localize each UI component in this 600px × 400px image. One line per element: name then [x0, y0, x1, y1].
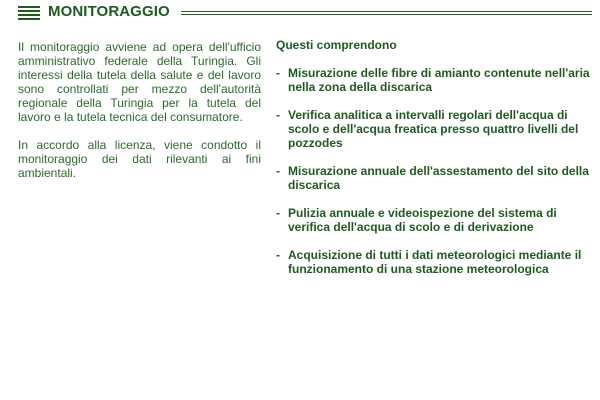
list-item [276, 108, 600, 150]
intro-paragraph-2: In accordo alla licenza, viene condotto il monitoraggio dei dati rilevanti ai fini ambientali. [18, 138, 261, 180]
list-item-text: Acquisizione di tutti i dati meteorologici mediante il funzionamento di una stazione meteorologica [288, 248, 582, 276]
page-title: MONITORAGGIO [48, 3, 170, 20]
list-item [276, 66, 600, 94]
monitoring-list [276, 66, 600, 276]
bullet-dash: - [276, 248, 280, 262]
list-item [276, 206, 600, 234]
list-heading: Questi comprendono [276, 38, 397, 52]
bullet-dash: - [276, 108, 280, 122]
list-item-text: Pulizia annuale e videoispezione del sistema di verifica dell'acqua di scolo e di derivazione [288, 206, 557, 234]
page-header [18, 3, 592, 21]
bullet-dash: - [276, 164, 280, 178]
list-item-text: Verifica analitica a intervalli regolari dell'acqua di scolo e dell'acqua freatica presso quattro livelli del pozzodes [288, 108, 579, 150]
list-item [276, 248, 600, 276]
list-item [276, 164, 600, 192]
intro-paragraph-1: Il monitoraggio avviene ad opera dell'ufficio amministrativo federale della Turingia. Gli interessi della tutela della salute e del lavoro sono controllati per mezzo dell'autorità regionale della Turingia per la tutela del lavoro e la tutela tecnica del consumatore. [18, 40, 261, 124]
menu-lines-icon [18, 5, 40, 19]
list-item-text: Misurazione annuale dell'assestamento del sito della discarica [288, 164, 589, 192]
monitoring-list-column [276, 38, 600, 290]
header-divider [181, 11, 592, 15]
intro-column [18, 40, 261, 194]
bullet-dash: - [276, 66, 280, 80]
bullet-dash: - [276, 206, 280, 220]
list-item-text: Misurazione delle fibre di amianto contenute nell'aria nella zona della discarica [288, 66, 590, 94]
